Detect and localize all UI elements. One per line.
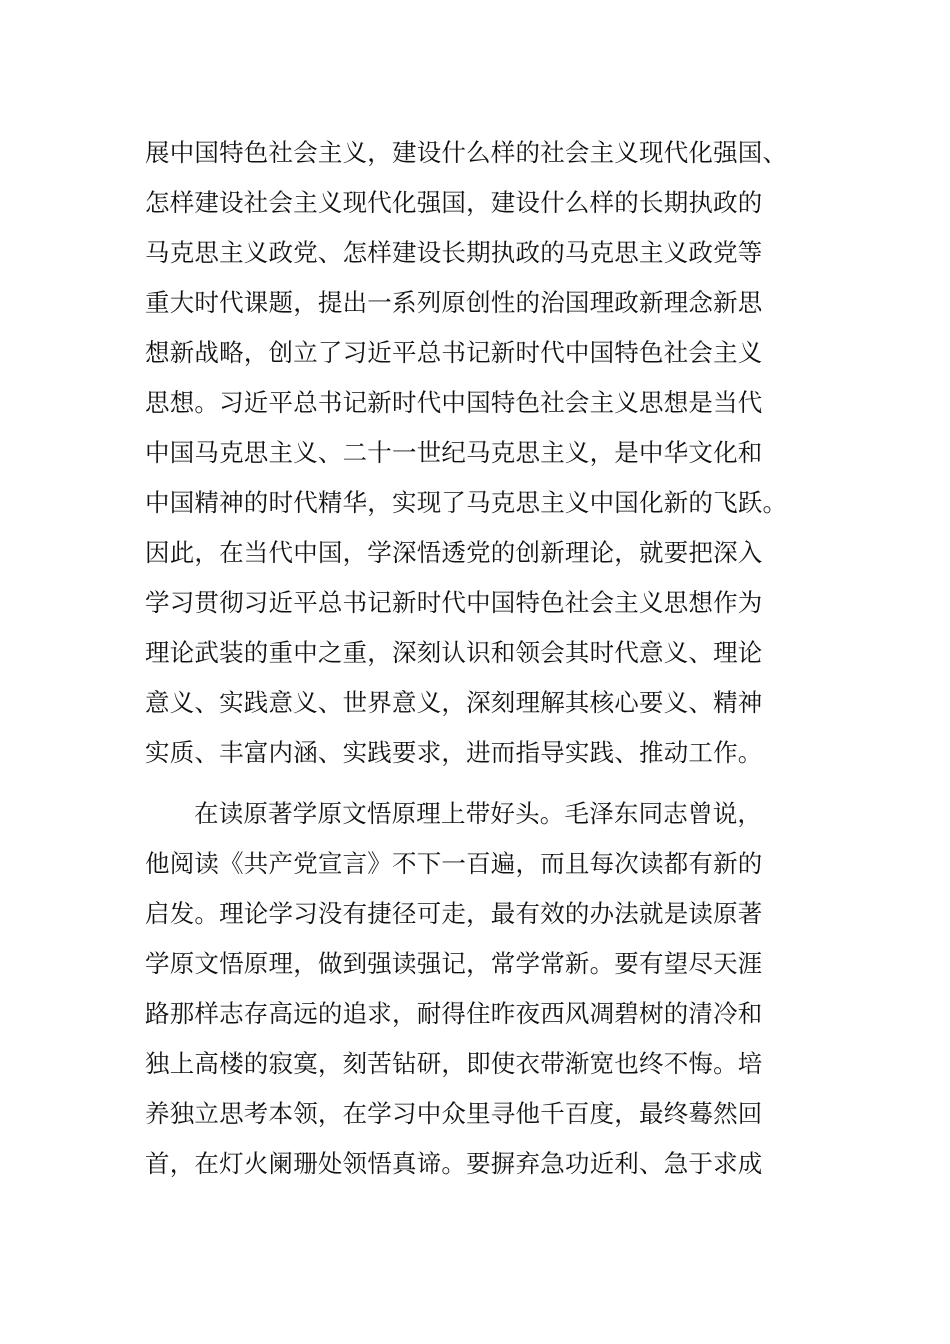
paragraph-line: 想新战略，创立了习近平总书记新时代中国特色社会主义 [145,338,763,367]
paragraph-line: 马克思主义政党、怎样建设长期执政的马克思主义政党等 [145,238,763,267]
paragraph-line: 重大时代课题，提出一系列原创性的治国理政新理念新思 [145,288,763,317]
paragraph-line: 怎样建设社会主义现代化强国，建设什么样的长期执政的 [145,188,763,217]
paragraph-line: 启发。理论学习没有捷径可走，最有效的办法就是读原著 [145,899,763,928]
paragraph-line: 他阅读《共产党宣言》不下一百遍，而且每次读都有新的 [145,849,763,878]
paragraph-line: 首，在灯火阑珊处领悟真谛。要摒弃急功近利、急于求成 [145,1149,763,1178]
paragraph-line: 学习贯彻习近平总书记新时代中国特色社会主义思想作为 [145,588,763,617]
paragraph-line: 中国精神的时代精华，实现了马克思主义中国化新的飞跃。 [145,488,788,517]
paragraph-line: 路那样志存高远的追求，耐得住昨夜西风凋碧树的清冷和 [145,999,763,1028]
paragraph-theory [145,128,805,778]
paragraph-line: 实质、丰富内涵、实践要求，进而指导实践、推动工作。 [145,738,763,767]
paragraph-line: 意义、实践意义、世界意义，深刻理解其核心要义、精神 [145,688,763,717]
paragraph-line: 因此，在当代中国，学深悟透党的创新理论，就要把深入 [145,538,763,567]
paragraph-line: 中国马克思主义、二十一世纪马克思主义，是中华文化和 [145,438,763,467]
paragraph-line: 养独立思考本领，在学习中众里寻他千百度，最终蓦然回 [145,1099,763,1128]
paragraph-line: 展中国特色社会主义，建设什么样的社会主义现代化强国、 [145,138,788,167]
paragraph-line: 理论武装的重中之重，深刻认识和领会其时代意义、理论 [145,638,763,667]
paragraph-line: 独上高楼的寂寞，刻苦钻研，即使衣带渐宽也终不悔。培 [145,1049,763,1078]
paragraph-line: 在读原著学原文悟原理上带好头。毛泽东同志曾说， [194,799,763,828]
paragraph-line: 学原文悟原理，做到强读强记，常学常新。要有望尽天涯 [145,949,763,978]
paragraph-line: 思想。习近平总书记新时代中国特色社会主义思想是当代 [145,388,763,417]
paragraph-read-originals [145,789,805,1189]
